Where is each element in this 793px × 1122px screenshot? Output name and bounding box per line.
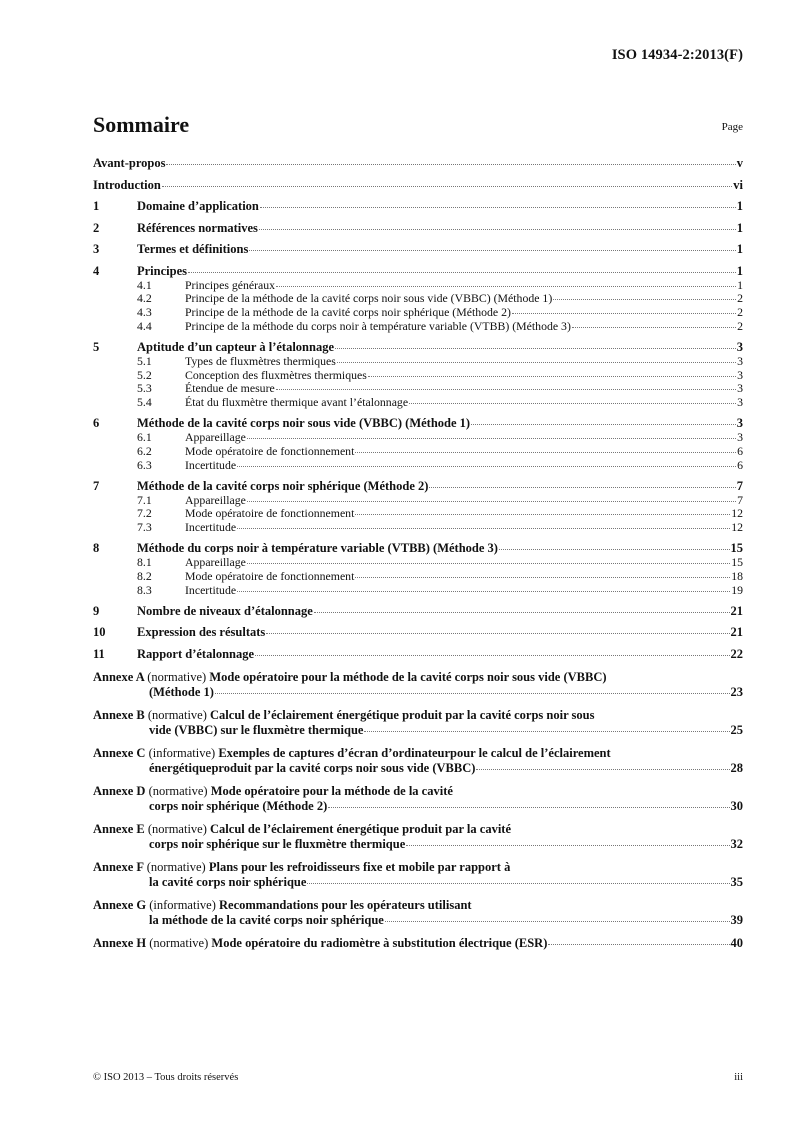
toc-entry-label: Principe de la méthode du corps noir à température variable (VTBB) (Méthode 3) <box>185 318 571 333</box>
toc-page-number: 22 <box>730 646 743 661</box>
annex-title-line1: Plans pour les refroidisseurs fixe et mobile par rapport à <box>208 859 511 874</box>
toc-annex-entry[interactable] <box>93 822 743 852</box>
toc-section-entry[interactable] <box>93 647 743 662</box>
leader-dots <box>337 362 736 363</box>
toc-entry-label: Incertitude <box>185 457 237 472</box>
leader-dots <box>188 272 736 273</box>
toc-subsection-entry[interactable] <box>93 584 743 598</box>
leader-dots <box>355 577 730 578</box>
toc-subsection-entry[interactable] <box>93 355 743 369</box>
toc-page-number: 7 <box>736 478 743 493</box>
toc-entry-label: Principe de la méthode de la cavité corps noir sous vide (VBBC) (Méthode 1) <box>185 291 553 306</box>
leader-dots <box>355 452 736 453</box>
toc-section-number: 7 <box>93 478 100 493</box>
leader-dots <box>307 883 729 884</box>
toc-section-entry[interactable] <box>93 604 743 619</box>
toc-section-entry[interactable] <box>93 264 743 279</box>
toc-entry-foreword[interactable] <box>93 156 743 171</box>
toc-page-number: 1 <box>736 242 743 256</box>
toc-subsection-entry[interactable] <box>93 431 743 445</box>
toc-subsection-number: 8.1 <box>137 555 152 570</box>
toc-section-number: 6 <box>93 416 100 431</box>
leader-dots <box>409 403 736 404</box>
annex-title-line1: Recommandations pour les opérateurs utilisant <box>219 897 472 912</box>
annex-letter: Annexe F <box>93 859 144 874</box>
leader-dots <box>335 348 736 349</box>
leader-dots <box>237 591 730 592</box>
leader-dots <box>237 466 736 467</box>
annex-heading-line <box>93 860 743 875</box>
document-id: ISO 14934-2:2013(F) <box>611 47 743 63</box>
annex-letter: Annexe G <box>93 897 147 912</box>
annex-letter: Annexe D <box>93 783 146 798</box>
annex-kind: (normative) <box>147 707 207 722</box>
toc-subsection-entry[interactable] <box>93 292 743 306</box>
annex-heading-line <box>93 708 743 723</box>
annex-continuation-line <box>93 837 743 852</box>
toc-page-number: 7 <box>737 492 743 507</box>
toc-page-number: 23 <box>730 684 743 699</box>
annex-title-line1: Calcul de l’éclairement énergétique produit par la cavité corps noir sous <box>210 707 595 722</box>
annex-letter: Annexe E <box>93 821 145 836</box>
leader-dots <box>476 769 729 770</box>
leader-dots <box>406 845 729 846</box>
leader-dots <box>572 327 736 328</box>
annex-title-line1: Mode opératoire pour la méthode de la cavité corps noir sous vide (VBBC) <box>209 669 607 684</box>
toc-section-number: 1 <box>93 199 100 213</box>
toc-subsection-number: 4.2 <box>137 291 152 306</box>
toc-subsection-number: 5.2 <box>137 367 152 382</box>
annex-title-line1: Calcul de l’éclairement énergétique produit par la cavité <box>210 821 512 836</box>
annex-letter: Annexe H <box>93 935 147 950</box>
toc-page-number: 3 <box>737 394 743 409</box>
annex-letter: Annexe C <box>93 745 146 760</box>
toc-entry-label: Mode opératoire de fonctionnement <box>185 569 355 584</box>
toc-subsection-entry[interactable] <box>93 521 743 535</box>
toc-page-number: 32 <box>730 836 743 851</box>
toc-entry-label: Appareillage <box>185 555 246 570</box>
toc-subsection-number: 6.2 <box>137 443 152 458</box>
toc-section-entry[interactable] <box>93 340 743 355</box>
toc-subsection-number: 6.3 <box>137 457 152 472</box>
toc-subsection-number: 5.3 <box>137 381 152 396</box>
toc-page-number: 40 <box>730 935 743 950</box>
leader-dots <box>247 563 730 564</box>
leader-dots <box>429 487 735 488</box>
toc-entry-label: Appareillage <box>185 492 246 507</box>
toc-section-entry[interactable] <box>93 625 743 640</box>
annex-continuation-line <box>93 761 743 776</box>
toc-subsection-number: 8.2 <box>137 569 152 584</box>
toc-page-number: 2 <box>737 304 743 319</box>
annex-heading-line <box>93 670 743 685</box>
toc-page-number: 1 <box>736 199 743 213</box>
leader-dots <box>249 250 735 251</box>
leader-dots <box>259 229 736 230</box>
toc-subsection-entry[interactable] <box>93 369 743 383</box>
toc-subsection-number: 8.3 <box>137 582 152 597</box>
annex-title-line1: Mode opératoire pour la méthode de la cavité <box>210 783 453 798</box>
toc-subsection-entry[interactable] <box>93 320 743 334</box>
toc-section-number: 5 <box>93 339 100 354</box>
toc-entry-label: État du fluxmètre thermique avant l’étalonnage <box>185 394 409 409</box>
toc-subsection-number: 7.2 <box>137 506 152 521</box>
toc-page-number: 18 <box>731 569 743 584</box>
annex-letter: Annexe A <box>93 669 145 684</box>
toc-page-number: 25 <box>730 722 743 737</box>
table-of-contents <box>93 156 743 951</box>
annex-kind: (normative) <box>147 669 207 684</box>
toc-annex-entry[interactable] <box>93 936 743 951</box>
toc-subsection-number: 4.3 <box>137 304 152 319</box>
toc-page-number: 3 <box>737 430 743 445</box>
leader-dots <box>471 424 736 425</box>
annex-title-line2: corps noir sphérique (Méthode 2) <box>149 798 328 813</box>
annex-kind: (normative) <box>147 821 207 836</box>
annex-title-line2: la cavité corps noir sphérique <box>149 874 307 889</box>
toc-page-number: 15 <box>730 541 743 556</box>
toc-entry-label: Nombre de niveaux d’étalonnage <box>137 603 313 618</box>
leader-dots <box>499 549 730 550</box>
toc-section-number: 4 <box>93 263 100 278</box>
toc-subsection-number: 4.4 <box>137 318 152 333</box>
toc-section-number: 3 <box>93 242 100 256</box>
toc-entry-label: Étendue de mesure <box>185 381 275 396</box>
annex-continuation-line <box>93 685 743 700</box>
toc-subsection-entry[interactable] <box>93 445 743 459</box>
toc-entry-label: Méthode de la cavité corps noir sous vide (VBBC) (Méthode 1) <box>137 416 471 431</box>
toc-entry-label: Références normatives <box>137 220 258 235</box>
leader-dots <box>314 612 730 613</box>
copyright-notice: © ISO 2013 – Tous droits réservés <box>93 1072 239 1083</box>
toc-page-number: v <box>736 156 743 170</box>
toc-section-number: 9 <box>93 603 100 618</box>
annex-kind: (informative) <box>148 745 216 760</box>
annex-kind: (informative) <box>149 897 216 912</box>
toc-subsection-entry[interactable] <box>93 306 743 320</box>
toc-annex-entry[interactable] <box>93 898 743 928</box>
toc-subsection-entry[interactable] <box>93 494 743 508</box>
toc-page-number: 35 <box>730 874 743 889</box>
toc-page-number: 39 <box>730 912 743 927</box>
toc-page-number: 21 <box>730 625 743 640</box>
toc-page-number: 19 <box>731 582 743 597</box>
toc-page-number: 21 <box>730 603 743 618</box>
toc-subsection-number: 6.1 <box>137 430 152 445</box>
annex-kind: (normative) <box>149 935 209 950</box>
toc-subsection-number: 5.1 <box>137 353 152 368</box>
toc-section-number: 11 <box>93 646 105 661</box>
toc-entry-label: Expression des résultats <box>137 625 266 640</box>
toc-entry-label: Principes généraux <box>185 277 276 292</box>
toc-page-number: 3 <box>736 416 743 431</box>
toc-subsection-entry[interactable] <box>93 507 743 521</box>
toc-page-number: vi <box>733 177 743 192</box>
toc-page-number: 2 <box>737 318 743 333</box>
toc-entry-label: Termes et définitions <box>137 242 249 256</box>
toc-page-number: 2 <box>737 291 743 306</box>
toc-page-number: 3 <box>736 339 743 354</box>
toc-annexes <box>93 670 743 951</box>
toc-section-number: 8 <box>93 541 100 556</box>
toc-entry-label: Mode opératoire de fonctionnement <box>185 506 355 521</box>
toc-annex-entry[interactable] <box>93 784 743 814</box>
toc-section-entry[interactable] <box>93 242 743 257</box>
toc-page-number: 1 <box>736 263 743 278</box>
annex-title-line1: Exemples de captures d’écran d’ordinateurpour le calcul de l’éclairement <box>218 745 611 760</box>
annex-heading-line <box>93 936 743 951</box>
leader-dots <box>512 313 736 314</box>
leader-dots <box>385 921 730 922</box>
leader-dots <box>162 186 732 187</box>
toc-subsection-number: 7.1 <box>137 492 152 507</box>
annex-heading-line <box>93 784 743 799</box>
toc-entry-label: Types de fluxmètres thermiques <box>185 353 336 368</box>
annex-letter: Annexe B <box>93 707 145 722</box>
annex-title-line2: vide (VBBC) sur le fluxmètre thermique <box>149 722 364 737</box>
leader-dots <box>237 528 730 529</box>
annex-title-line2: énergétiqueproduit par la cavité corps noir sous vide (VBBC) <box>149 760 476 775</box>
toc-subsection-number: 4.1 <box>137 277 152 292</box>
toc-entry-label: Principe de la méthode de la cavité corps noir sphérique (Méthode 2) <box>185 304 511 319</box>
footer-page-number: iii <box>734 1072 743 1083</box>
toc-section-number: 10 <box>93 625 106 640</box>
toc-section-entry[interactable] <box>93 416 743 431</box>
toc-entry-label: Méthode du corps noir à température variable (VTBB) (Méthode 3) <box>137 541 498 556</box>
toc-subsection-entry[interactable] <box>93 279 743 293</box>
annex-continuation-line <box>93 799 743 814</box>
toc-subsection-entry[interactable] <box>93 556 743 570</box>
toc-section-entry[interactable] <box>93 479 743 494</box>
toc-subsection-number: 7.3 <box>137 520 152 535</box>
toc-page-number: 3 <box>737 367 743 382</box>
toc-page-number: 3 <box>737 353 743 368</box>
toc-page-number: 1 <box>737 277 743 292</box>
toc-subsection-entry[interactable] <box>93 396 743 410</box>
annex-heading-line <box>93 822 743 837</box>
toc-section-number: 2 <box>93 220 100 235</box>
annex-continuation-line <box>93 875 743 890</box>
leader-dots <box>355 514 730 515</box>
toc-page-number: 6 <box>737 457 743 472</box>
annex-continuation-line <box>93 913 743 928</box>
toc-subsection-entry[interactable] <box>93 570 743 584</box>
toc-entry-label: Conception des fluxmètres thermiques <box>185 367 367 382</box>
toc-page-number: 15 <box>731 555 743 570</box>
annex-title-line2: la méthode de la cavité corps noir sphérique <box>149 912 384 927</box>
leader-dots <box>276 389 736 390</box>
toc-section-entry[interactable] <box>93 541 743 556</box>
leader-dots <box>247 501 736 502</box>
annex-title-line1: Mode opératoire du radiomètre à substitution électrique (ESR) <box>211 935 548 950</box>
toc-entry-label: Principes <box>137 263 187 278</box>
toc-entry-label: Aptitude d’un capteur à l’étalonnage <box>137 339 335 354</box>
toc-entry-label: Appareillage <box>185 430 246 445</box>
toc-page-number: 6 <box>737 443 743 458</box>
annex-kind: (normative) <box>148 783 208 798</box>
toc-entry-label: Avant-propos <box>93 156 166 170</box>
toc-page-number: 1 <box>736 220 743 235</box>
leader-dots <box>364 731 729 732</box>
annex-title-line2: corps noir sphérique sur le fluxmètre thermique <box>149 836 406 851</box>
toc-entry-label: Rapport d’étalonnage <box>137 646 255 661</box>
leader-dots <box>368 376 736 377</box>
toc-subsection-number: 5.4 <box>137 394 152 409</box>
toc-sections <box>93 199 743 662</box>
toc-section-entry[interactable] <box>93 221 743 236</box>
toc-entry-label: Mode opératoire de fonctionnement <box>185 443 355 458</box>
leader-dots <box>166 164 735 165</box>
toc-entry-label: Introduction <box>93 177 161 192</box>
toc-entry-introduction[interactable] <box>93 178 743 193</box>
toc-page-number: 12 <box>731 506 743 521</box>
toc-annex-entry[interactable] <box>93 746 743 776</box>
annex-heading-line <box>93 746 743 761</box>
leader-dots <box>260 207 736 208</box>
annex-heading-line <box>93 898 743 913</box>
page-column-label: Page <box>721 121 743 133</box>
toc-page-number: 30 <box>730 798 743 813</box>
toc-annex-entry[interactable] <box>93 860 743 890</box>
leader-dots <box>266 633 729 634</box>
toc-section-entry[interactable] <box>93 199 743 214</box>
page-footer <box>93 1072 743 1083</box>
toc-annex-entry[interactable] <box>93 670 743 700</box>
toc-entry-label: Domaine d’application <box>137 199 259 213</box>
toc-entry-label: Méthode de la cavité corps noir sphérique (Méthode 2) <box>137 478 429 493</box>
leader-dots <box>247 438 736 439</box>
annex-title-line2: (Méthode 1) <box>149 684 214 699</box>
toc-page-number: 12 <box>731 520 743 535</box>
toc-entry-label: Incertitude <box>185 520 237 535</box>
page-title: Sommaire <box>93 112 190 137</box>
leader-dots <box>328 807 729 808</box>
toc-page-number: 3 <box>737 381 743 396</box>
leader-dots <box>548 944 729 945</box>
toc-page-number: 28 <box>730 760 743 775</box>
annex-kind: (normative) <box>146 859 206 874</box>
leader-dots <box>215 693 730 694</box>
toc-subsection-entry[interactable] <box>93 459 743 473</box>
toc-entry-label: Incertitude <box>185 582 237 597</box>
leader-dots <box>553 299 736 300</box>
leader-dots <box>276 286 736 287</box>
annex-continuation-line <box>93 723 743 738</box>
toc-annex-entry[interactable] <box>93 708 743 738</box>
leader-dots <box>255 655 729 656</box>
toc-subsection-entry[interactable] <box>93 382 743 396</box>
